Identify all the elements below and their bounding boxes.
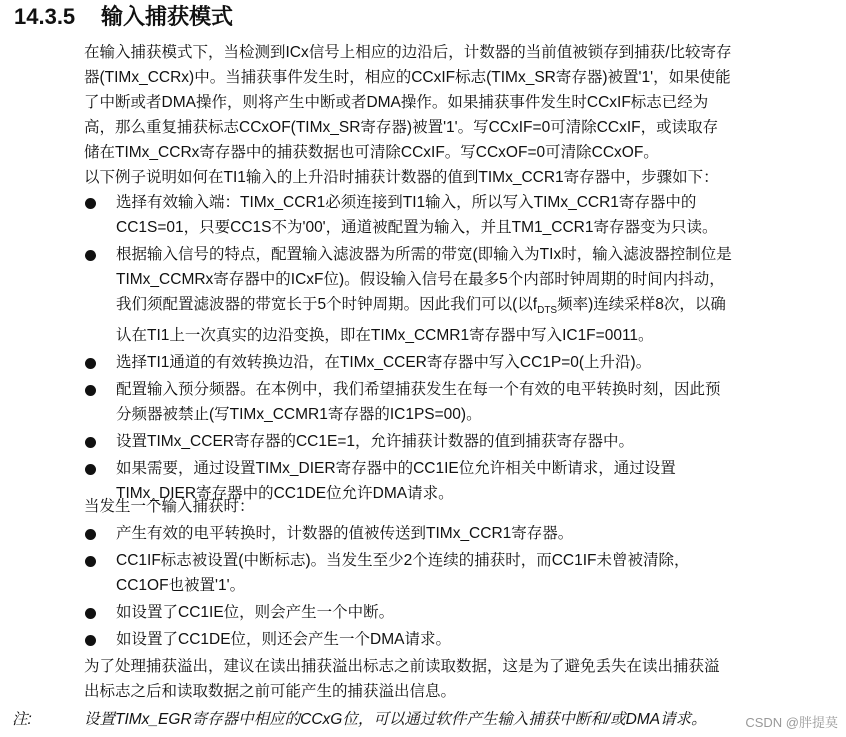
intro-paragraph xyxy=(84,40,834,190)
intro-line: 储在TIMx_CCRx寄存器中的捕获数据也可清除CCxIF。写CCxOF=0可清除CCxOF。 xyxy=(84,144,659,161)
intro-line: 以下例子说明如何在TI1输入的上升沿时捕获计数器的值到TIMx_CCR1寄存器中，步骤如下： xyxy=(84,169,719,186)
intro-line: 高，那么重复捕获标志CCxOF(TIMx_SR寄存器)被置'1'。写CCxIF=0可清除CCxIF，或读取存 xyxy=(84,119,719,136)
list-item: 如果需要，通过设置TIMx_DIER寄存器中的CC1IE位允许相关中断请求，通过设置 TIMx_DIER寄存器中的CC1DE位允许DMA请求。 xyxy=(84,456,834,506)
intro-line: 器(TIMx_CCRx)中。当捕获事件发生时，相应的CCxIF标志(TIMx_SR寄存器)被置'1'，如果使能 xyxy=(84,69,731,86)
bullet-icon xyxy=(85,250,96,261)
capture-list xyxy=(84,521,834,652)
bullet-icon xyxy=(85,635,96,646)
steps-list xyxy=(84,190,834,506)
bullet-icon xyxy=(85,464,96,475)
list-item: 如设置了CC1DE位，则还会产生一个DMA请求。 xyxy=(84,627,834,652)
list-item: 产生有效的电平转换时，计数器的值被传送到TIMx_CCR1寄存器。 xyxy=(84,521,834,546)
list-item: 配置输入预分频器。在本例中，我们希望捕获发生在每一个有效的电平转换时刻，因此预 分频器被禁止(写TIMx_CCMR1寄存器的IC1PS=00)。 xyxy=(84,377,834,427)
intro-line: 了中断或者DMA操作，则将产生中断或者DMA操作。如果捕获事件发生时CCxIF标志已经为 xyxy=(84,94,709,111)
list-item: CC1IF标志被设置(中断标志)。当发生至少2个连续的捕获时，而CC1IF未曾被清除， CC1OF也被置'1'。 xyxy=(84,548,834,598)
list-item: 如设置了CC1IE位，则会产生一个中断。 xyxy=(84,600,834,625)
bullet-icon xyxy=(85,358,96,369)
watermark: CSDN @胖提莫 xyxy=(745,715,838,730)
overflow-paragraph: 为了处理捕获溢出，建议在读出捕获溢出标志之前读取数据，这是为了避免丢失在读出捕获溢 出标志之后和读取数据之前可能产生的捕获溢出信息。 xyxy=(84,658,720,700)
bullet-icon xyxy=(85,608,96,619)
bullet-icon xyxy=(85,385,96,396)
section-number: 14.3.5 xyxy=(14,4,76,29)
note-text: 设置TIMx_EGR寄存器中相应的CCxG位，可以通过软件产生输入捕获中断和/或DMA请求。 xyxy=(84,711,707,728)
capture-heading: 当发生一个输入捕获时： xyxy=(84,498,255,515)
bullet-icon xyxy=(85,529,96,540)
section-heading xyxy=(14,4,233,30)
bullet-icon xyxy=(85,198,96,209)
note xyxy=(12,707,707,732)
intro-line: 在输入捕获模式下，当检测到ICx信号上相应的边沿后，计数器的当前值被锁存到捕获/比较寄存 xyxy=(84,44,732,61)
list-item: 选择TI1通道的有效转换边沿，在TIMx_CCER寄存器中写入CC1P=0(上升沿)。 xyxy=(84,350,834,375)
section-title: 输入捕获模式 xyxy=(101,4,234,29)
bullet-icon xyxy=(85,437,96,448)
note-label: 注: xyxy=(12,711,32,728)
bullet-icon xyxy=(85,556,96,567)
list-item: 选择有效输入端：TIMx_CCR1必须连接到TI1输入，所以写入TIMx_CCR1寄存器中的 CC1S=01，只要CC1S不为'00'，通道被配置为输入，并且TM1_CCR1寄存器变为只读。 xyxy=(84,190,834,240)
list-item: 设置TIMx_CCER寄存器的CC1E=1，允许捕获计数器的值到捕获寄存器中。 xyxy=(84,429,834,454)
list-item: 根据输入信号的特点，配置输入滤波器为所需的带宽(即输入为TIx时，输入滤波器控制位是 TIMx_CCMRx寄存器中的ICxF位)。假设输入信号在最多5个内部时钟周期的时间内抖动， 我们须配置滤波器的带宽长于5个时钟周期。因此我们可以(以$f_{DTS}$频率)连续采样8次，以确 认在TI1上一次真实的边沿变换，即在TIMx_CCMR1寄存器中写入IC1F=0011。 xyxy=(84,242,834,348)
